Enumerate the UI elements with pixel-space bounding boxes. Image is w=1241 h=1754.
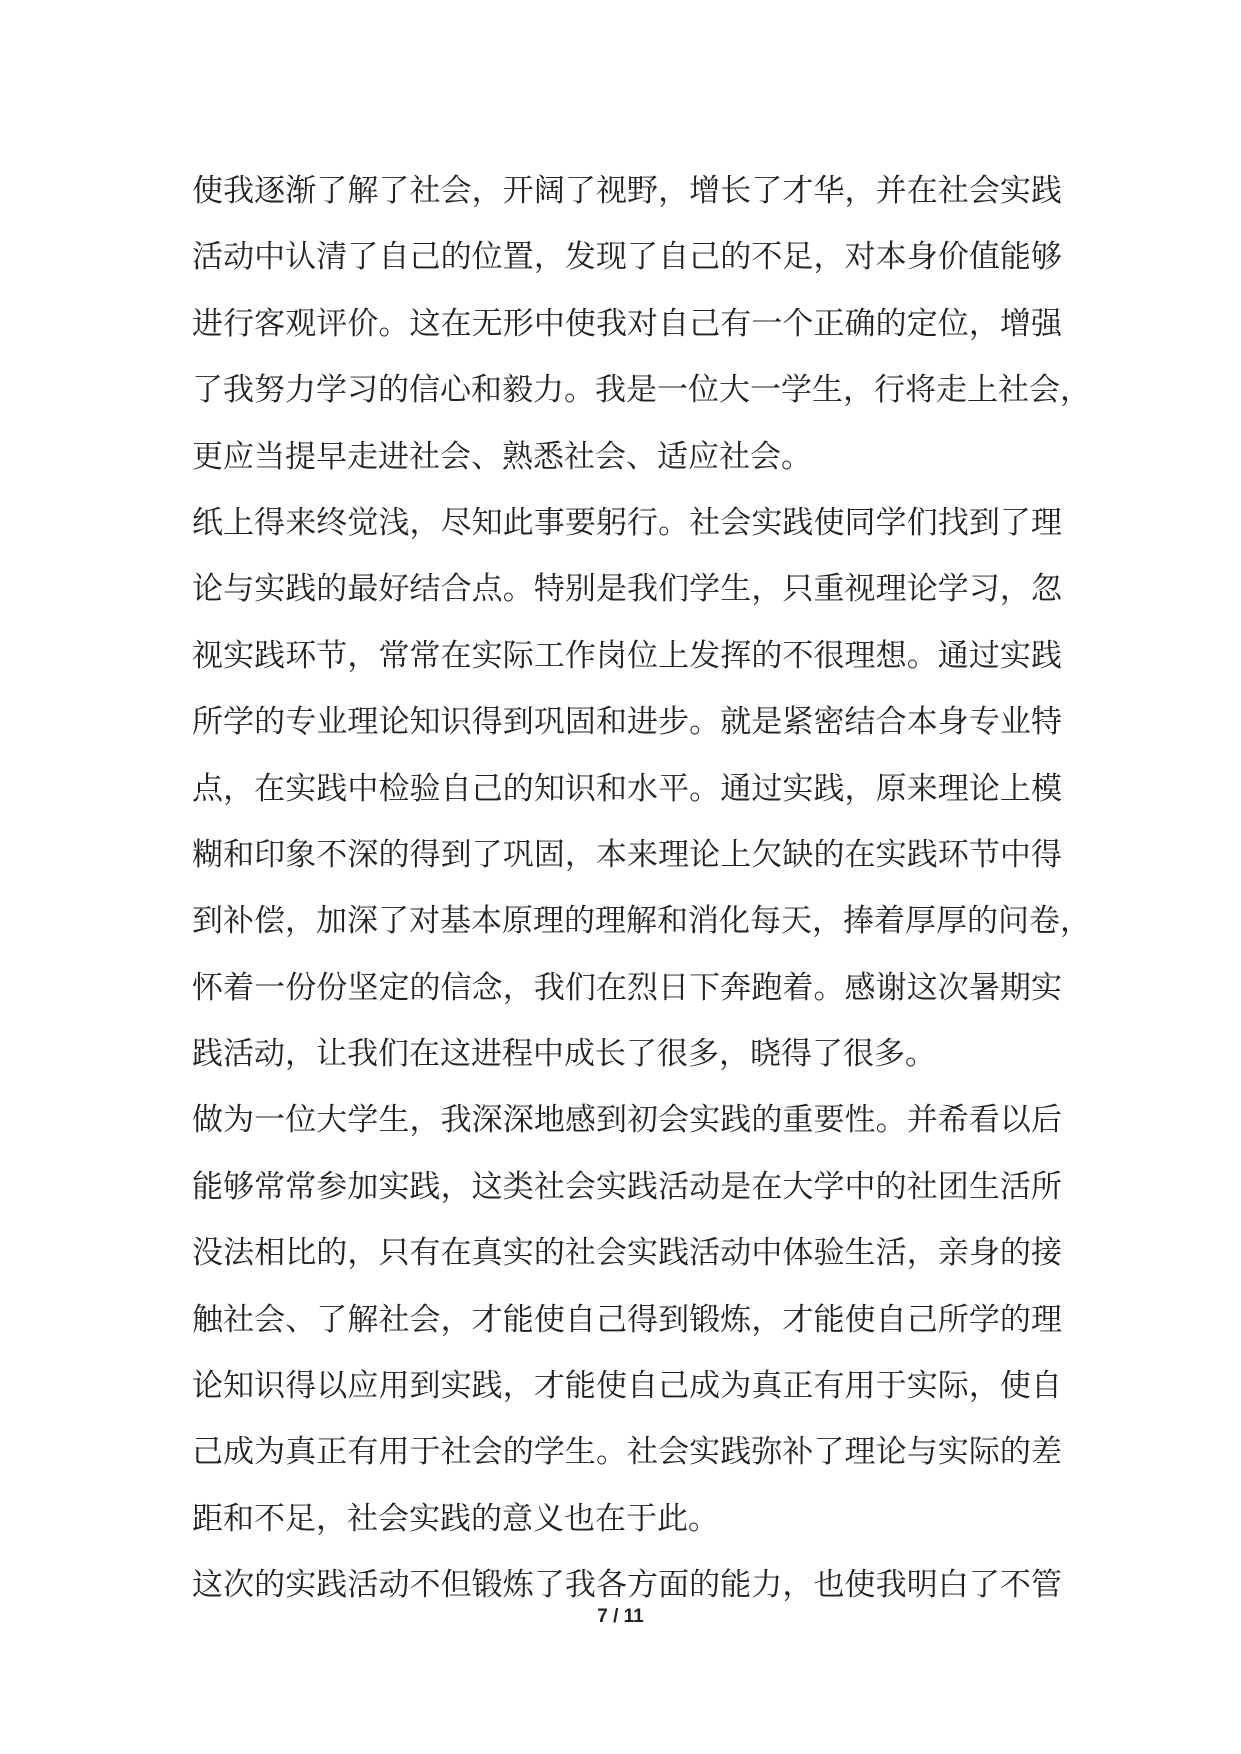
- text-line: 糊和印象不深的得到了巩固，本来理论上欠缺的在实践环节中得: [192, 836, 1062, 873]
- text-line: 做为一位大学生，我深深地感到初会实践的重要性。并希看以后: [192, 1102, 1062, 1139]
- text-line: 纸上得来终觉浅，尽知此事要躬行。社会实践使同学们找到了理: [192, 504, 1062, 541]
- text-line: 了我努力学习的信心和毅力。我是一位大一学生，行将走上社会，: [192, 372, 1091, 409]
- text-line: 点，在实践中检验自己的知识和水平。通过实践，原来理论上模: [192, 770, 1062, 807]
- text-line: 距和不足，社会实践的意义也在于此。: [192, 1500, 719, 1537]
- body-text: [192, 158, 1091, 1619]
- text-line: 这次的实践活动不但锻炼了我各方面的能力，也使我明白了不管: [192, 1567, 1062, 1604]
- text-line: 视实践环节，常常在实际工作岗位上发挥的不很理想。通过实践: [192, 637, 1062, 674]
- text-line: 论与实践的最好结合点。特别是我们学生，只重视理论学习，忽: [192, 571, 1062, 608]
- text-line: 能够常常参加实践，这类社会实践活动是在大学中的社团生活所: [192, 1168, 1062, 1205]
- text-line: 活动中认清了自己的位置，发现了自己的不足，对本身价值能够: [192, 239, 1062, 276]
- text-line: 论知识得以应用到实践，才能使自己成为真正有用于实际，使自: [192, 1368, 1062, 1405]
- paragraph-2: [192, 490, 1091, 1088]
- text-line: 进行客观评价。这在无形中使我对自己有一个正确的定位，增强: [192, 305, 1062, 342]
- paragraph-3: [192, 1087, 1062, 1552]
- text-line: 怀着一份份坚定的信念，我们在烈日下奔跑着。感谢这次暑期实: [192, 969, 1062, 1006]
- text-line: 到补偿，加深了对基本原理的理解和消化每天，捧着厚厚的问卷，: [192, 903, 1091, 940]
- text-line: 使我逐渐了解了社会，开阔了视野，增长了才华，并在社会实践: [192, 173, 1062, 209]
- paragraph-1: [192, 158, 1091, 490]
- text-line: 没法相比的，只有在真实的社会实践活动中体验生活，亲身的接: [192, 1235, 1062, 1272]
- text-line: 触社会、了解社会，才能使自己得到锻炼，才能使自己所学的理: [192, 1301, 1062, 1338]
- page-number: 7 / 11: [597, 1606, 644, 1627]
- text-line: 践活动，让我们在这进程中成长了很多，晓得了很多。: [192, 1036, 936, 1073]
- text-line: 所学的专业理论知识得到巩固和进步。就是紧密结合本身专业特: [192, 704, 1062, 741]
- text-line: 更应当提早走进社会、熟悉社会、适应社会。: [192, 438, 812, 475]
- text-line: 己成为真正有用于社会的学生。社会实践弥补了理论与实际的差: [192, 1434, 1062, 1471]
